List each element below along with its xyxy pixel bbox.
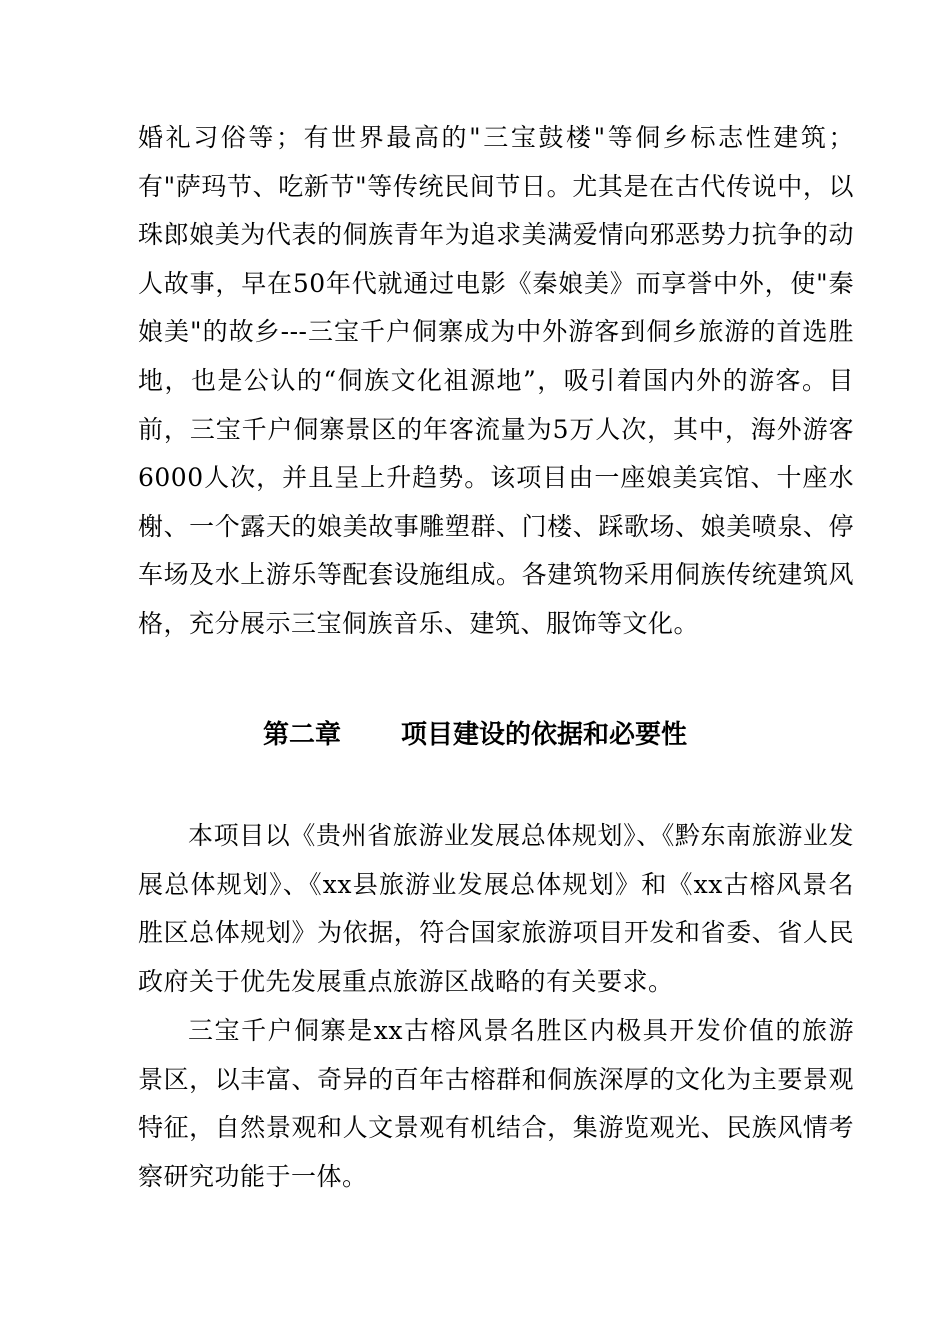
chapter-heading xyxy=(0,715,950,755)
chapter-number: 第二章 xyxy=(262,720,341,750)
body-paragraph: 三宝千户侗寨是xx古榕风景名胜区内极具开发价值的旅游景区，以丰富、奇异的百年古榕群和侗族深厚的文化为主要景观特征，自然景观和人文景观有机结合，集游览观光、民族风情考察研究功能于一体。 xyxy=(138,1016,854,1191)
body-paragraph: 婚礼习俗等；有世界最高的"三宝鼓楼"等侗乡标志性建筑；有"萨玛节、吃新节"等传统民间节日。尤其是在古代传说中，以珠郎娘美为代表的侗族青年为追求美满爱情向邪恶势力抗争的动人故事，早在50年代就通过电影《秦娘美》而享誉中外，使"秦娘美"的故乡---三宝千户侗寨成为中外游客到侗乡旅游的首选胜地，也是公认的“侗族文化祖源地”，吸引着国内外的游客。目前，三宝千户侗寨景区的年客流量为5万人次，其中，海外游客6000人次，并且呈上升趋势。该项目由一座娘美宾馆、十座水榭、一个露天的娘美故事雕塑群、门楼、踩歌场、娘美喷泉、停车场及水上游乐等配套设施组成。各建筑物采用侗族传统建筑风格，充分展示三宝侗族音乐、建筑、服饰等文化。 xyxy=(138,123,854,638)
body-paragraph: 本项目以《贵州省旅游业发展总体规划》、《黔东南旅游业发展总体规划》、《xx县旅游业发展总体规划》和《xx古榕风景名胜区总体规划》为依据，符合国家旅游项目开发和省委、省人民政府关于优先发展重点旅游区战略的有关要求。 xyxy=(138,821,854,996)
chapter-title: 项目建设的依据和必要性 xyxy=(401,720,688,750)
